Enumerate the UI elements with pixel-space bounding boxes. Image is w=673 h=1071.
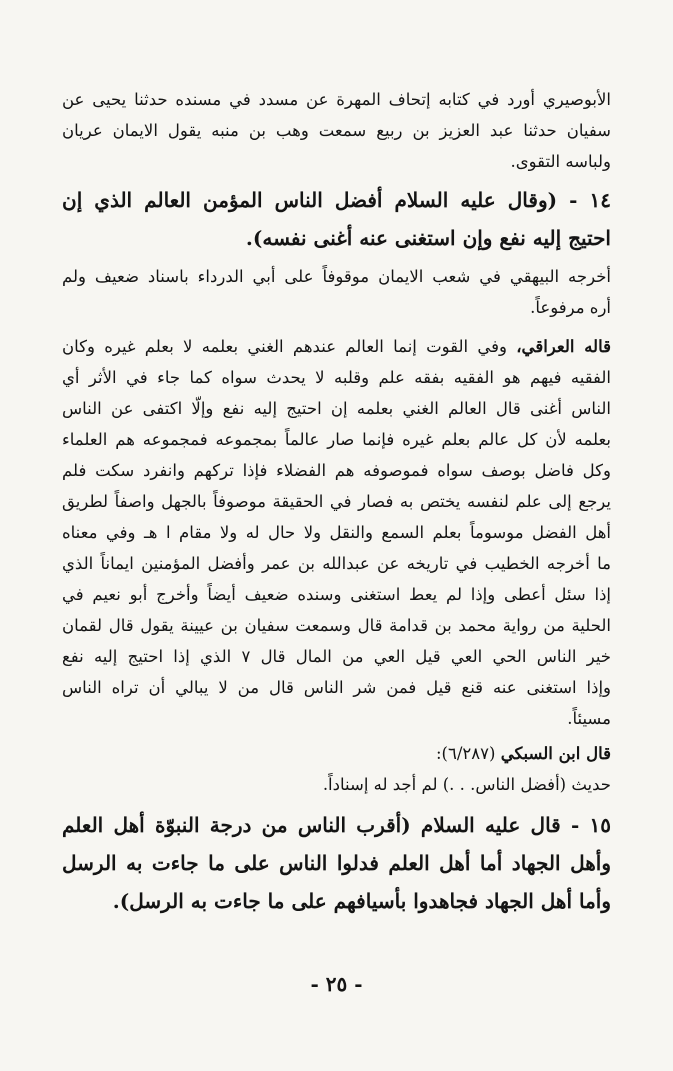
text-line: سفيان حدثنا عبد العزيز بن ربيع سمعت وهب بن منبه يقول الايمان عريان [62, 121, 611, 140]
takhrij-paragraph [62, 261, 611, 323]
iraqi-first-line-rest: وفي القوت إنما العالم عندهم الغني بعلمه لا بعلم غيره وكان [62, 337, 517, 356]
text-line: خير الناس الحي العي قيل العي من المال قال ٧ الذي إذا احتيج إليه نفع [62, 647, 611, 666]
hadith-line: ١٥ - قال عليه السلام (أقرب الناس من درجة النبوّة أهل العلم [62, 813, 611, 837]
text-line: أهل الفضل موسوماً بعلم السمع والنقل ولا حال له ولا مقام ا هـ وفي معناه [62, 523, 611, 542]
iraqi-paragraph [62, 331, 611, 734]
text-line [62, 331, 611, 362]
hadith-14-heading [62, 181, 611, 257]
text-line: يرجع إلى علم لنفسه يختص به فصار في الحقيقة موصوفاً بالجهل واصفاً لطريق [62, 492, 611, 511]
intro-paragraph [62, 84, 611, 177]
text-line: بعلمه لأن كل عالم بعلم غيره فإنما صار عالماً بمجموعه فمجموعه هم العلماء [62, 430, 611, 449]
text-line: أخرجه البيهقي في شعب الايمان موقوفاً على أبي الدرداء باسناد ضعيف ولم [62, 267, 611, 286]
hadith-line: ١٤ - (وقال عليه السلام أفضل الناس المؤمن العالم الذي إن [62, 188, 611, 212]
text-line: إذا سئل أعطى وإذا لم يعط استغنى وسنده ضعيف أيضاً وأخرج أبو نعيم في [62, 585, 611, 604]
text-line: وكل فاضل بوصف سواه فموصوفه هم الفضلاء فإذا تركهم وانفرد سكت فلم [62, 461, 611, 480]
text-line: ولباسه التقوى. [510, 152, 611, 171]
hadith-line: احتيج إليه نفع وإن استغنى عنه أغنى نفسه). [245, 226, 611, 250]
text-line: الفقيه فيهم هو الفقيه بفقه علم وقلبه لا يحدث سواه كما جاء في الأثر أي [62, 368, 611, 387]
hadith-line: وأهل الجهاد أما أهل العلم فدلوا الناس على ما جاءت به الرسل [62, 851, 611, 875]
text-line: الناس أغنى قال العالم الغني بعلمه إن احتيج إليه نفع وإلّا اكتفى عن الناس [62, 399, 611, 418]
hadith-line: وأما أهل الجهاد فجاهدوا بأسيافهم على ما جاءت به الرسل). [112, 889, 611, 913]
subki-heading: قال ابن السبكي [500, 744, 611, 763]
iraqi-label: قاله العراقي، [516, 337, 611, 356]
subki-reference: (٦/٢٨٧): [435, 744, 501, 763]
subki-text: حديث (أفضل الناس. . .) لم أجد له إسناداً. [322, 775, 611, 794]
text-line: أره مرفوعاً. [530, 298, 611, 317]
text-line: الأبوصيري أورد في كتابه إتحاف المهرة عن مسدد في مسنده حدثنا يحيى عن [62, 90, 611, 109]
subki-paragraph [62, 738, 611, 800]
text-line: مسيئاً. [567, 709, 611, 728]
page-number: - ٢٥ - [310, 972, 363, 996]
hadith-15-heading [62, 806, 611, 920]
subki-heading-line [62, 738, 611, 769]
text-line: ما أخرجه الخطيب في تاريخه عن عبدالله بن عمر وأفضل المؤمنين ايماناً الذي [62, 554, 611, 573]
text-line: وإذا استغنى عنه قنع قيل فمن شر الناس قال من لا يبالي أن تراه الناس [62, 678, 611, 697]
text-line: الحلية من رواية محمد بن قدامة قال وسمعت سفيان بن عيينة يقول قال لقمان [62, 616, 611, 635]
